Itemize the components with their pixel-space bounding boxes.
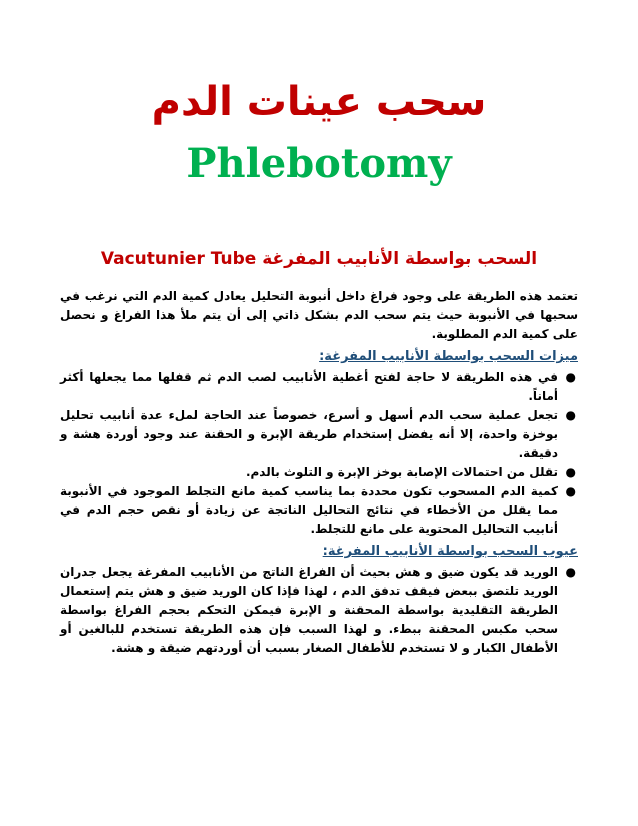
disadvantages-list	[60, 563, 578, 658]
bullet-icon: ●	[565, 465, 576, 479]
advantages-heading: ميزات السحب بواسطة الأنابيب المفرغة:	[319, 349, 578, 364]
list-item-text: في هذه الطريقة لا حاجة لفتح أغطية الأنابيب لصب الدم ثم قفلها مما يجعلها أكثر أماناً.	[60, 370, 558, 403]
list-item	[60, 368, 578, 406]
disadvantages-heading: عيوب السحب بواسطة الأنابيب المفرغة:	[322, 544, 578, 559]
list-item	[60, 563, 578, 658]
list-item-text: تقلل من احتمالات الإصابة بوخز الإبرة و التلوث بالدم.	[245, 465, 558, 479]
intro-paragraph: تعتمد هذه الطريقة على وجود فراغ داخل أنبوبة التحليل يعادل كمية الدم التي نرغب في سحبها في الأنبوبة حيث يتم سحب الدم بشكل ذاتي إلى أن يتم ملأ هذا الفراغ و نحصل على كمية الدم المطلوبة.	[60, 289, 578, 341]
bullet-icon: ●	[565, 565, 576, 579]
bullet-icon: ●	[565, 408, 576, 422]
list-item-text: تجعل عملية سحب الدم أسهل و أسرع، خصوصاً عند الحاجة لملء عدة أنابيب تحليل بوخزة واحدة، إلا أنه يفضل إستخدام طريقة الإبرة و الحقنة عند وجود أوردة هشة و دقيقة.	[60, 408, 558, 460]
list-item	[60, 463, 578, 482]
arabic-title: سحب عينات الدم	[151, 79, 487, 125]
list-item	[60, 482, 578, 539]
advantages-list	[60, 368, 578, 539]
list-item	[60, 406, 578, 463]
body-text	[60, 287, 578, 658]
subheading: السحب بواسطة الأنابيب المفرغة Vacutunier Tube	[100, 249, 538, 269]
list-item-text: الوريد قد يكون ضيق و هش بحيث أن الفراغ الناتج من الأنابيب المفرغة يجعل جدران الوريد تلتصق ببعض فيقف تدفق الدم ، لهذا فإذا كان الوريد ضيق و هش يتم إستعمال الطريقة التقليدية بواسطة المحقنة و الإبرة فيمكن التحكم بحجم الفراغ بواسطة سحب مكبس المحقنة ببطء. و لهذا السبب فإن هذه الطريقة تستخدم للبالغين أو الأطفال الكبار و لا تستخدم للأطفال الصغار بسبب أن أوردتهم ضيقة و هشة.	[60, 565, 558, 655]
bullet-icon: ●	[565, 484, 576, 498]
list-item-text: كمية الدم المسحوب تكون محددة بما يناسب كمية مانع التجلط الموجود في الأنبوبة مما يقلل من الأخطاء في نتائج التحاليل الناتجة عن زيادة أو نقص حجم الدم في أنابيب التحاليل المحتوية على مانع للتجلط.	[60, 484, 558, 536]
english-title: Phlebotomy	[186, 140, 452, 187]
bullet-icon: ●	[565, 370, 576, 384]
